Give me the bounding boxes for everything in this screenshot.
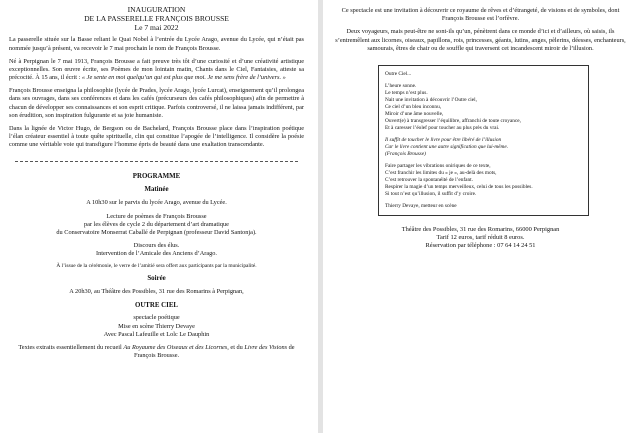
outre-ciel-box <box>378 65 589 216</box>
texts-source-text-1: Textes extraits essentiellement du recueil <box>18 344 124 351</box>
title-line-3: Le 7 mai 2022 <box>134 23 179 33</box>
venue-address: Théâtre des Possibles, 31 rue des Romarins, 66000 Perpignan <box>401 225 560 233</box>
texts-source-text-3: de François Brousse. <box>133 344 295 360</box>
stanza3-line: C’est retrouver la spontanéité de l’enfant. <box>385 176 473 183</box>
stanza1-line: Ouvert(e) à transgresser l’équilibre, affranchi de toute croyance, <box>385 117 521 124</box>
stanza3-line: Faire partager les vibrations oniriques de ce texte, <box>385 162 491 169</box>
soiree-time: A 20h30, au Théâtre des Possibles, 31 rue des Romarins à Perpignan, <box>69 288 244 296</box>
paragraph-biography <box>9 58 304 83</box>
left-page <box>0 0 318 433</box>
outre-ciel-heading: OUTRE CIEL <box>134 301 179 309</box>
intro-2: Deux voyageurs, mais peut-être ne sont-ils qu’un, pénètrent dans ce monde d’ici et d’ailleurs, où saisis, ils s’entremêlent aux licornes, oiseaux, papillons, rois, princesses, géants, lutins, anges, pèlerins, déesses, enchanteurs, samourais, êtres de chair ou de souffle qui traversent cet incandescent miroir de l’illusion. <box>335 28 626 52</box>
book-title-1: Au Royaume des Oiseaux et des Licornes <box>123 344 228 351</box>
quote: « Je sente en moi quelqu’un qui est plus que moi. Je me sens frère de l’univers. » <box>81 74 286 82</box>
box-signature: Thierry Devaye, metteur en scène <box>385 202 457 209</box>
soiree-heading: Soirée <box>147 275 166 283</box>
stanza1-line: Le temps n’est plus. <box>385 89 428 96</box>
ticket-prices: Tarif 12 euros, tarif réduit 8 euros. <box>436 233 525 241</box>
stanza1-line: Ce ciel d’un bleu inconnu, <box>385 103 442 110</box>
texts-source <box>9 344 304 360</box>
discours-line-1: Discours des élus. <box>133 242 180 250</box>
paragraph-passerelle: La passerelle située sur la Basse reliant le Quai Nobel à l’entrée du Lycée Arago, avenue du Lycée, qui n’était pas nommée jusqu’à présent, va recevoir le 7 mai prochain le nom de François Brousse. <box>9 36 304 52</box>
discours-line-2: Intervention de l’Amicale des Anciens d’Arago. <box>96 250 217 258</box>
texts-source-text-2: , et du <box>227 344 245 351</box>
ceremony-note: À l’issue de la cérémonie, le verre de l’amitié sera offert aux participants par la municipalité. <box>56 263 257 270</box>
spectacle-line-2: Mise en scène Thierry Devaye <box>118 322 195 330</box>
stanza3-line: Si tout n’est qu’illusion, il suffit d’y croire. <box>385 190 477 197</box>
title-line-1: INAUGURATION <box>127 5 186 14</box>
title-line-2: DE LA PASSERELLE FRANÇOIS BROUSSE <box>84 14 229 24</box>
discours-block <box>9 242 304 258</box>
stanza1-line: Nait une invitation à découvrir l’Outre ciel, <box>385 96 477 103</box>
lecture-line-3: du Conservatoire Monserrat Caballé de Perpignan (professeur David Santonja). <box>56 228 257 236</box>
stanza2-line: Car le livre contient une autre signification que lui-même. <box>385 143 509 150</box>
programme-heading: PROGRAMME <box>132 173 181 181</box>
right-page <box>323 0 643 433</box>
box-title: Outre Ciel... <box>385 70 412 77</box>
lecture-block <box>9 213 304 238</box>
venue-info <box>332 226 629 251</box>
paragraph-biography-text: Né à Perpignan le 7 mai 1913, François Brousse a fait preuve très tôt d’une curiosité et d’une créativité artistique exceptionnelles. Son œuvre écrite, ses Poèmes de mon lointain matin, Chants dans le Ciel, Fantaisies, atteste sa précocité. À 15 ans, il écrit : <box>9 57 304 82</box>
booking-phone: Réservation par téléphone : 07 64 14 24 51 <box>425 242 536 250</box>
stanza3-line: C’est franchir les limites du « je », au-delà des mots, <box>385 169 497 176</box>
lecture-line-2: par les élèves de cycle 2 du département d’art dramatique <box>84 220 229 228</box>
stanza1-line: Miroir d’une âme nouvelle, <box>385 110 444 117</box>
matinee-heading: Matinée <box>144 186 169 194</box>
stanza2-line: Il suffit de toucher le livre pour être libéré de l’illusion <box>385 136 502 143</box>
lecture-line-1: Lecture de poèmes de François Brousse <box>106 212 207 220</box>
event-title <box>9 5 304 32</box>
matinee-time: A 10h30 sur le parvis du lycée Arago, avenue du Lycée. <box>86 199 227 207</box>
stanza1-line: Et à caresser l’éolef pour toucher au plus près du vrai. <box>385 124 500 131</box>
stanza2-line: (François Brousse) <box>385 150 426 157</box>
stanza3-line: Respirer la magie d’un temps merveilleux, celui de tous les possibles. <box>385 183 533 190</box>
stanza1-line: L’heure sonne. <box>385 82 417 89</box>
paragraph-philosophy: François Brousse enseigna la philosophie (lycée de Prades, lycée Arago, lycée Lurcat), enseignement qu’il prolongea dans ses ouvrages, dans ses conférences et dans les cafés (précurseurs des cafés philosophiques) afin de permettre à chacun de développer ses connaissances et son esprit critique. Parfois controversé, il ne laissa jamais indifférent, par son érudition, son inspiration fulgurante et sa joie humaniste. <box>9 87 304 119</box>
paragraph-poetry: Dans la lignée de Victor Hugo, de Bergson ou de Bachelard, François Brousse place dans l’inspiration poétique l’élan créateur essentiel à toute quête spirituelle, clin qui constitue l’apogée de l’intelligence. Il considère la poésie comme une véritable voie qui transfigure l’homme épris de beauté dans une exaltation transcendante. <box>9 124 304 149</box>
book-title-2: Livre des Visions <box>244 344 288 351</box>
dashed-divider <box>15 161 298 162</box>
spectacle-block <box>9 314 304 339</box>
intro-1: Ce spectacle est une invitation à découvrir ce royaume de rêves et d’étrangeté, de visions et de symboles, dont François Brousse est l’orfèvre. <box>341 7 620 23</box>
spectacle-line-1: spectacle poétique <box>133 314 180 322</box>
spectacle-line-3: Avec Pascal Lafeuille et Lolc Le Dauphin <box>103 330 210 338</box>
